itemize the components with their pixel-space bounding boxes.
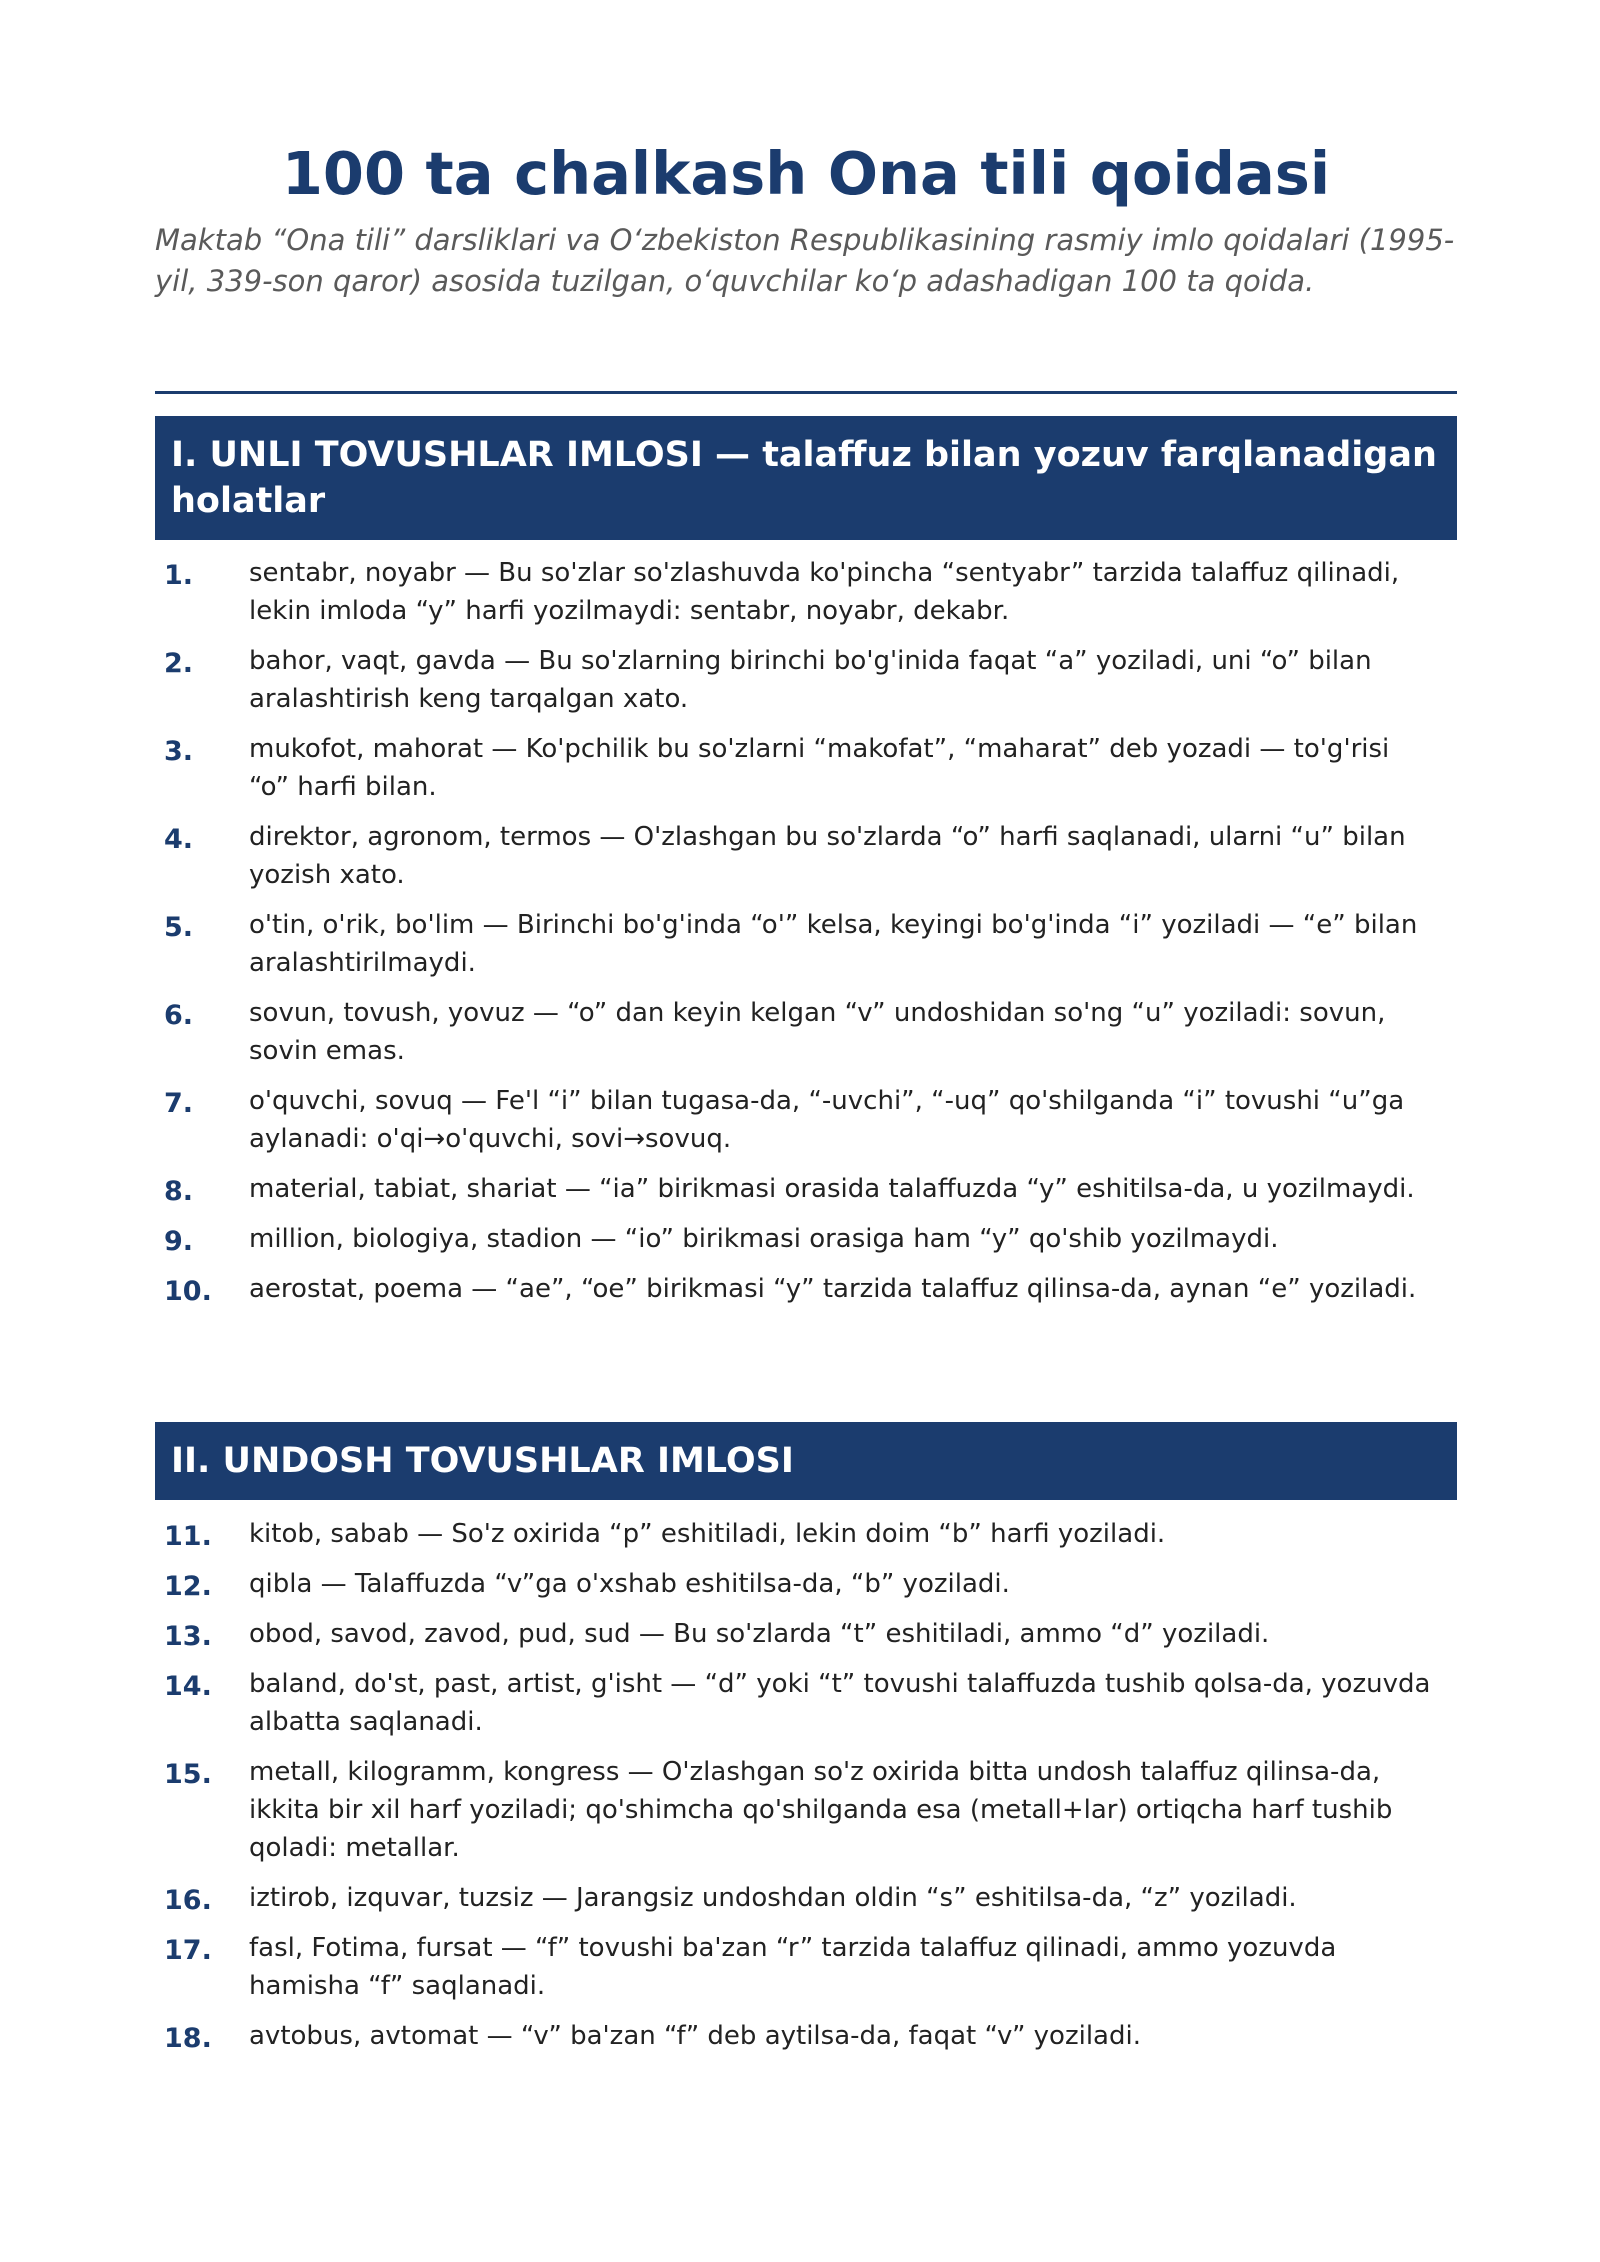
rule-number: 10. xyxy=(164,1276,212,1307)
rule-text: fasl, Fotima, fursat — “f” tovushi ba'zan “r” tarzida talaffuz qilinadi, ammo yozuvda hamisha “f” saqlanadi. xyxy=(249,1933,1337,2001)
rule-item xyxy=(155,906,1457,982)
rule-number: 16. xyxy=(164,1885,212,1916)
rule-text: material, tabiat, shariat — “ia” birikmasi orasida talaffuzda “y” eshitilsa-da, u yozilmaydi. xyxy=(249,1174,1415,1204)
rule-number: 14. xyxy=(164,1671,212,1702)
rule-item xyxy=(155,1270,1457,1308)
rule-text: iztirob, izquvar, tuzsiz — Jarangsiz undoshdan oldin “s” eshitilsa-da, “z” yoziladi. xyxy=(249,1883,1297,1913)
rule-item xyxy=(155,2017,1457,2055)
rule-item xyxy=(155,1565,1457,1603)
rule-item xyxy=(155,994,1457,1070)
rule-text: avtobus, avtomat — “v” ba'zan “f” deb aytilsa-da, faqat “v” yoziladi. xyxy=(249,2021,1141,2051)
rule-item xyxy=(155,1082,1457,1158)
rule-text: qibla — Talaffuzda “v”ga o'xshab eshitilsa-da, “b” yoziladi. xyxy=(249,1569,1010,1599)
rule-text: sentabr, noyabr — Bu so'zlar so'zlashuvda ko'pincha “sentyabr” tarzida talaffuz qilinadi, lekin imloda “y” harfi yozilmaydi: sentabr, noyabr, dekabr. xyxy=(249,558,1400,626)
rule-item xyxy=(155,1220,1457,1258)
title-divider xyxy=(155,391,1457,394)
rule-number: 18. xyxy=(164,2023,212,2054)
rule-item xyxy=(155,1665,1457,1741)
rule-text: sovun, tovush, yovuz — “o” dan keyin kelgan “v” undoshidan so'ng “u” yoziladi: sovun, sovin emas. xyxy=(249,998,1386,1066)
rule-number: 13. xyxy=(164,1621,212,1652)
rule-number: 6. xyxy=(164,1000,194,1031)
section-heading-text: I. UNLI TOVUSHLAR IMLOSI — talaffuz bilan yozuv farqlanadigan holatlar xyxy=(171,435,1437,521)
rule-text: kitob, sabab — So'z oxirida “p” eshitiladi, lekin doim “b” harfi yoziladi. xyxy=(249,1519,1166,1549)
rule-number: 15. xyxy=(164,1759,212,1790)
rule-number: 9. xyxy=(164,1226,194,1257)
rule-item xyxy=(155,1170,1457,1208)
rule-text: baland, do'st, past, artist, g'isht — “d” yoki “t” tovushi talaffuzda tushib qolsa-da, yozuvda albatta saqlanadi. xyxy=(249,1669,1431,1737)
rule-number: 7. xyxy=(164,1088,194,1119)
rule-text: o'quvchi, sovuq — Fe'l “i” bilan tugasa-da, “-uvchi”, “-uq” qo'shilganda “i” tovushi “u”ga aylanadi: o'qi→o'quvchi, sovi→sovuq. xyxy=(249,1086,1405,1154)
rule-number: 17. xyxy=(164,1935,212,1966)
rule-number: 8. xyxy=(164,1176,194,1207)
rule-item xyxy=(155,1879,1457,1917)
rule-item xyxy=(155,730,1457,806)
rule-item xyxy=(155,818,1457,894)
rule-text: direktor, agronom, termos — O'zlashgan bu so'zlarda “o” harfi saqlanadi, ularni “u” bilan yozish xato. xyxy=(249,822,1406,890)
rule-item xyxy=(155,642,1457,718)
rule-text: metall, kilogramm, kongress — O'zlashgan so'z oxirida bitta undosh talaffuz qilinsa-da, ikkita bir xil harf yoziladi; qo'shimcha qo'shilganda esa (metall+lar) ortiqcha harf tushib qoladi: metallar. xyxy=(249,1757,1393,1863)
rule-text: o'tin, o'rik, bo'lim — Birinchi bo'g'inda “o'” kelsa, keyingi bo'g'inda “i” yoziladi — “e” bilan aralashtirilmaydi. xyxy=(249,910,1418,978)
rule-item xyxy=(155,1515,1457,1553)
rule-number: 11. xyxy=(164,1521,212,1552)
rule-item xyxy=(155,554,1457,630)
section-heading-text: II. UNDOSH TOVUSHLAR IMLOSI xyxy=(171,1441,794,1481)
rule-list-consonants xyxy=(155,1515,1457,2067)
rule-text: bahor, vaqt, gavda — Bu so'zlarning birinchi bo'g'inida faqat “a” yoziladi, uni “o” bilan aralashtirish keng tarqalgan xato. xyxy=(249,646,1372,714)
rule-number: 12. xyxy=(164,1571,212,1602)
rule-text: million, biologiya, stadion — “io” birikmasi orasiga ham “y” qo'shib yozilmaydi. xyxy=(249,1224,1279,1254)
rule-number: 5. xyxy=(164,912,194,943)
document-subtitle: Maktab “Ona tili” darsliklari va O‘zbekiston Respublikasining rasmiy imlo qoidalari (1995-yil, 339-son qaror) asosida tuzilgan, o‘quvchilar ko‘p adashadigan 100 ta qoida. xyxy=(155,223,1455,298)
rule-text: aerostat, poema — “ae”, “oe” birikmasi “y” tarzida talaffuz qilinsa-da, aynan “e” yoziladi. xyxy=(249,1274,1417,1304)
rule-item xyxy=(155,1929,1457,2005)
rule-text: mukofot, mahorat — Ko'pchilik bu so'zlarni “makofat”, “maharat” deb yozadi — to'g'risi “o” harfi bilan. xyxy=(249,734,1390,802)
rule-number: 3. xyxy=(164,736,194,767)
rule-list-vowels xyxy=(155,554,1457,1320)
rule-number: 1. xyxy=(164,560,194,591)
rule-number: 2. xyxy=(164,648,194,679)
rule-item xyxy=(155,1615,1457,1653)
section-header-vowels xyxy=(155,416,1457,540)
section-header-consonants xyxy=(155,1422,1457,1500)
rule-number: 4. xyxy=(164,824,194,855)
rule-item xyxy=(155,1753,1457,1867)
rule-text: obod, savod, zavod, pud, sud — Bu so'zlarda “t” eshitiladi, ammo “d” yoziladi. xyxy=(249,1619,1270,1649)
document-title: 100 ta chalkash Ona tili qoidasi xyxy=(281,139,1331,208)
